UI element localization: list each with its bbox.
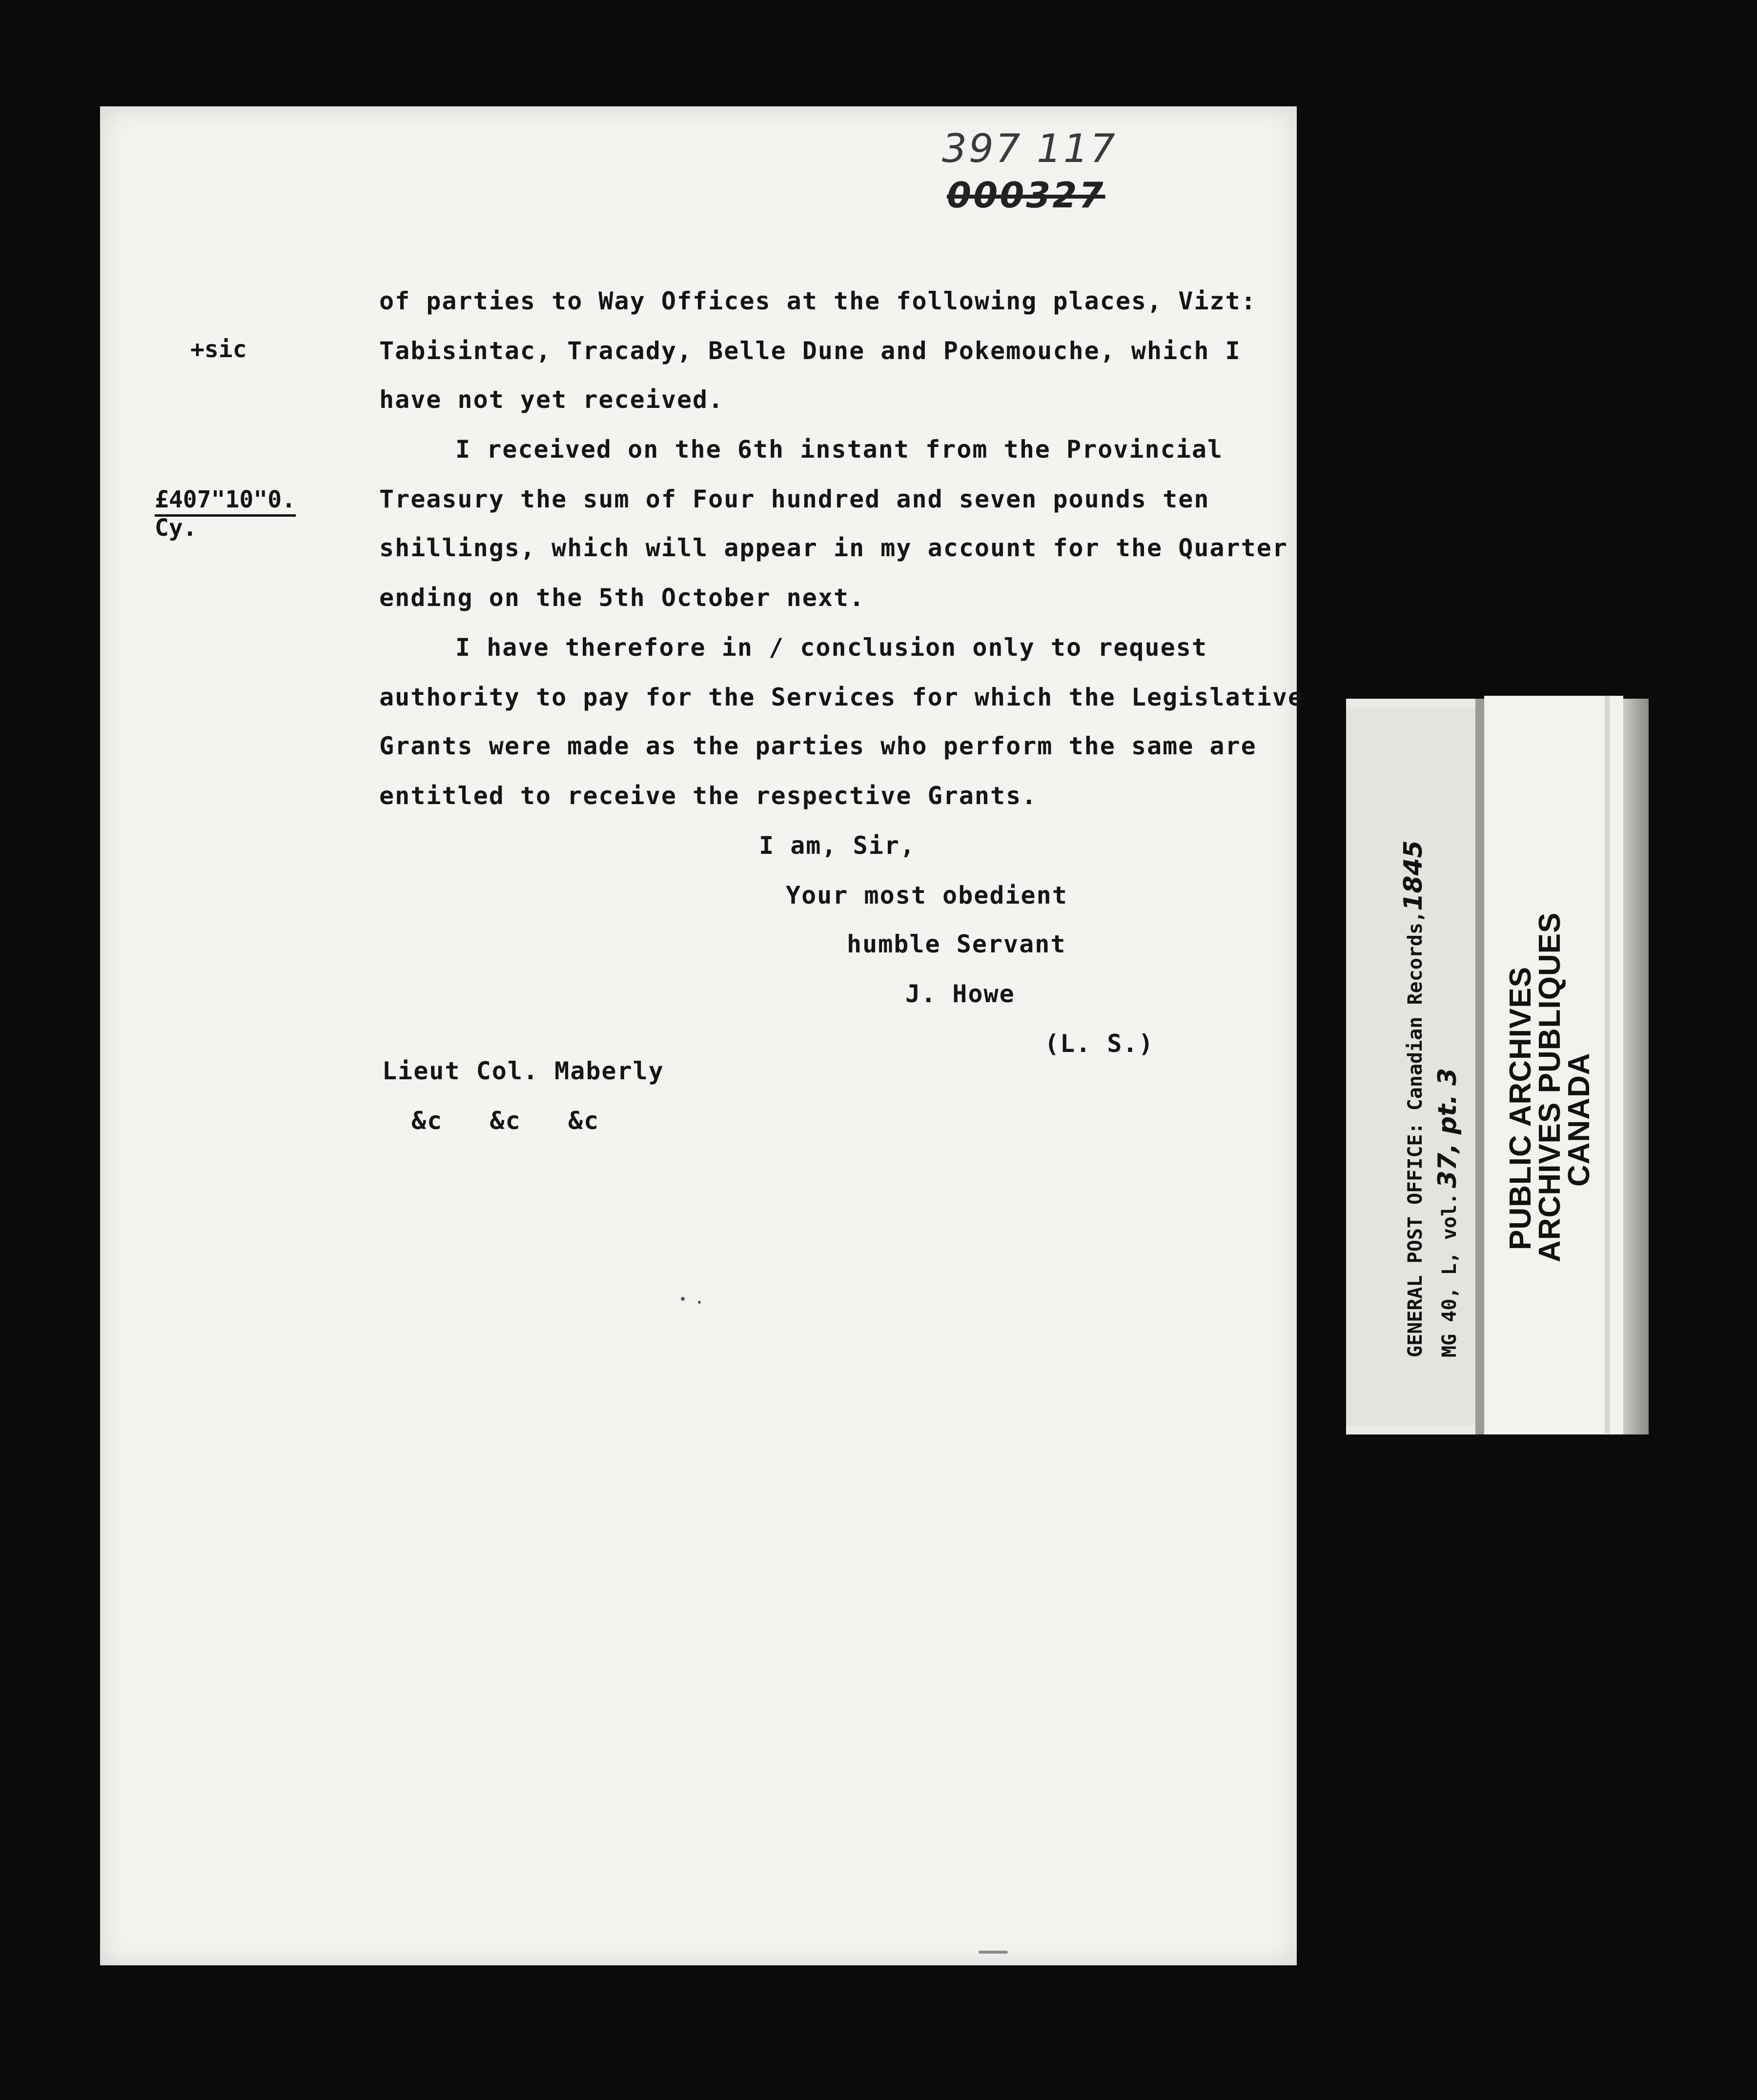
letter-line: I have therefore in / conclusion only to request [455,633,1207,662]
margin-note-amount: £407"10"0. [155,486,296,517]
letter-line: ending on the 5th October next. [379,584,865,612]
letter-line: Tabisintac, Tracady, Belle Dune and Pokemouche, which I [379,337,1241,365]
archive-stamp-line-3: CANADA [1562,1052,1596,1187]
addressee-name: Lieut Col. Maberly [382,1057,664,1085]
catalog-line-2: MG 40, L, vol. [1438,1192,1461,1357]
folio-number: 397 117 [942,126,1117,171]
signature: J. Howe [905,980,1015,1008]
letter-line: I received on the 6th instant from the Provincial [455,435,1224,464]
closing-salutation: I am, Sir, [759,831,916,860]
margin-note-currency: Cy. [155,514,197,542]
letter-line: have not yet received. [379,385,724,414]
letter-line: shillings, which will appear in my account for the Quarter [379,534,1288,562]
archive-label [1346,699,1649,1434]
letter-line: Treasury the sum of Four hundred and seven pounds ten [379,485,1210,513]
addressee-etc: &c &c &c [411,1107,600,1135]
closing-line: humble Servant [847,930,1066,958]
archive-stamp-line-1: PUBLIC ARCHIVES [1504,966,1537,1250]
letter-line: Grants were made as the parties who perform the same are [379,732,1257,760]
struck-folio-number: 000327 [947,175,1105,216]
catalog-volume: 37, pt. 3 [1433,1068,1462,1189]
letter-line: of parties to Way Offices at the following places, Vizt: [379,287,1257,315]
letter-line: authority to pay for the Services for which the Legislative [379,683,1304,711]
catalog-year: 1845 [1399,840,1428,911]
seal-mark: (L. S.) [1044,1030,1154,1058]
archive-stamp-line-2: ARCHIVES PUBLIQUES [1533,912,1567,1262]
catalog-line-1: GENERAL POST OFFICE: Canadian Records, [1404,910,1427,1357]
margin-note-sic: +sic [190,336,247,363]
document-page [100,106,1304,1965]
closing-line: Your most obedient [786,881,1068,909]
letter-line: entitled to receive the respective Grants. [379,782,1038,810]
